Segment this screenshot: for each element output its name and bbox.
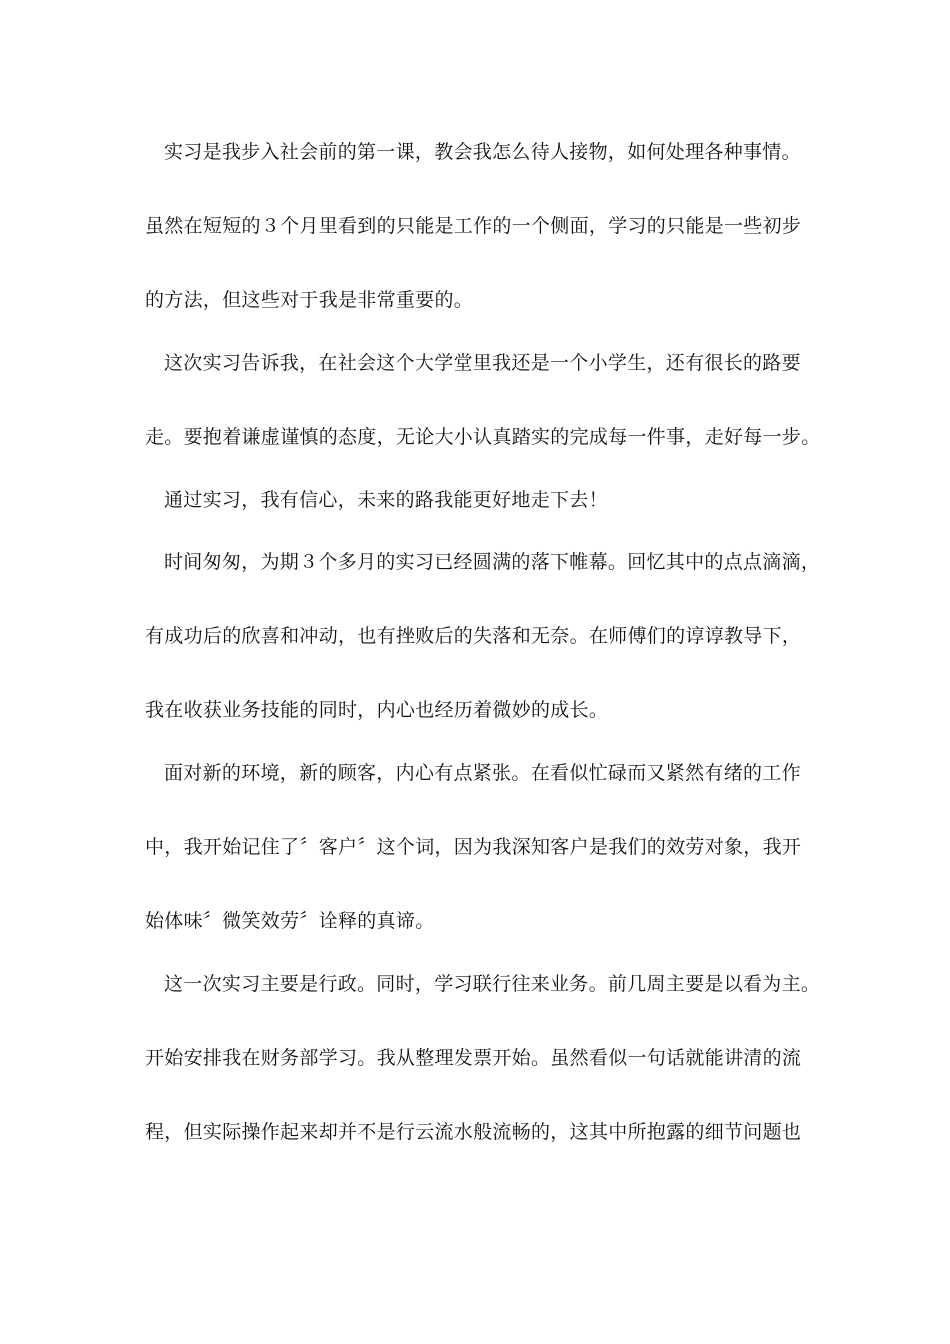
paragraph-4-line-1: 时间匆匆，为期３个多月的实习已经圆满的落下帷幕。回忆其中的点点滴滴， [164, 551, 821, 573]
paragraph-4-line-3: 我在收获业务技能的同时，内心也经历着微妙的成长。 [145, 699, 609, 721]
paragraph-1-line-3: 的方法，但这些对于我是非常重要的。 [145, 289, 474, 311]
paragraph-6-line-3: 程，但实际操作起来却并不是行云流水般流畅的，这其中所抱露的细节问题也 [145, 1121, 802, 1143]
paragraph-2-line-2: 走。要抱着谦虚谨慎的态度，无论大小认真踏实的完成每一件事，走好每一步。 [145, 426, 821, 448]
paragraph-3-line-1: 通过实习，我有信心，未来的路我能更好地走下去！ [164, 489, 608, 511]
paragraph-5-line-3: 始体味〞微笑效劳〞诠释的真谛。 [145, 910, 435, 932]
paragraph-4-line-2: 有成功后的欣喜和冲动，也有挫败后的失落和无奈。在师傅们的谆谆教导下， [145, 625, 802, 647]
paragraph-1-line-1: 实习是我步入社会前的第一课，教会我怎么待人接物，如何处理各种事情。 [164, 141, 801, 163]
paragraph-6-line-2: 开始安排我在财务部学习。我从整理发票开始。虽然看似一句话就能讲清的流 [145, 1047, 802, 1069]
paragraph-5-line-1: 面对新的环境，新的顾客，内心有点紧张。在看似忙碌而又紧然有绪的工作 [164, 762, 801, 784]
paragraph-5-line-2: 中，我开始记住了〞客户〞这个词，因为我深知客户是我们的效劳对象，我开 [145, 836, 802, 858]
paragraph-1-line-2: 虽然在短短的３个月里看到的只能是工作的一个侧面，学习的只能是一些初步 [145, 215, 802, 237]
paragraph-6-line-1: 这一次实习主要是行政。同时，学习联行往来业务。前几周主要是以看为主。 [164, 973, 821, 995]
paragraph-2-line-1: 这次实习告诉我，在社会这个大学堂里我还是一个小学生，还有很长的路要 [164, 352, 801, 374]
